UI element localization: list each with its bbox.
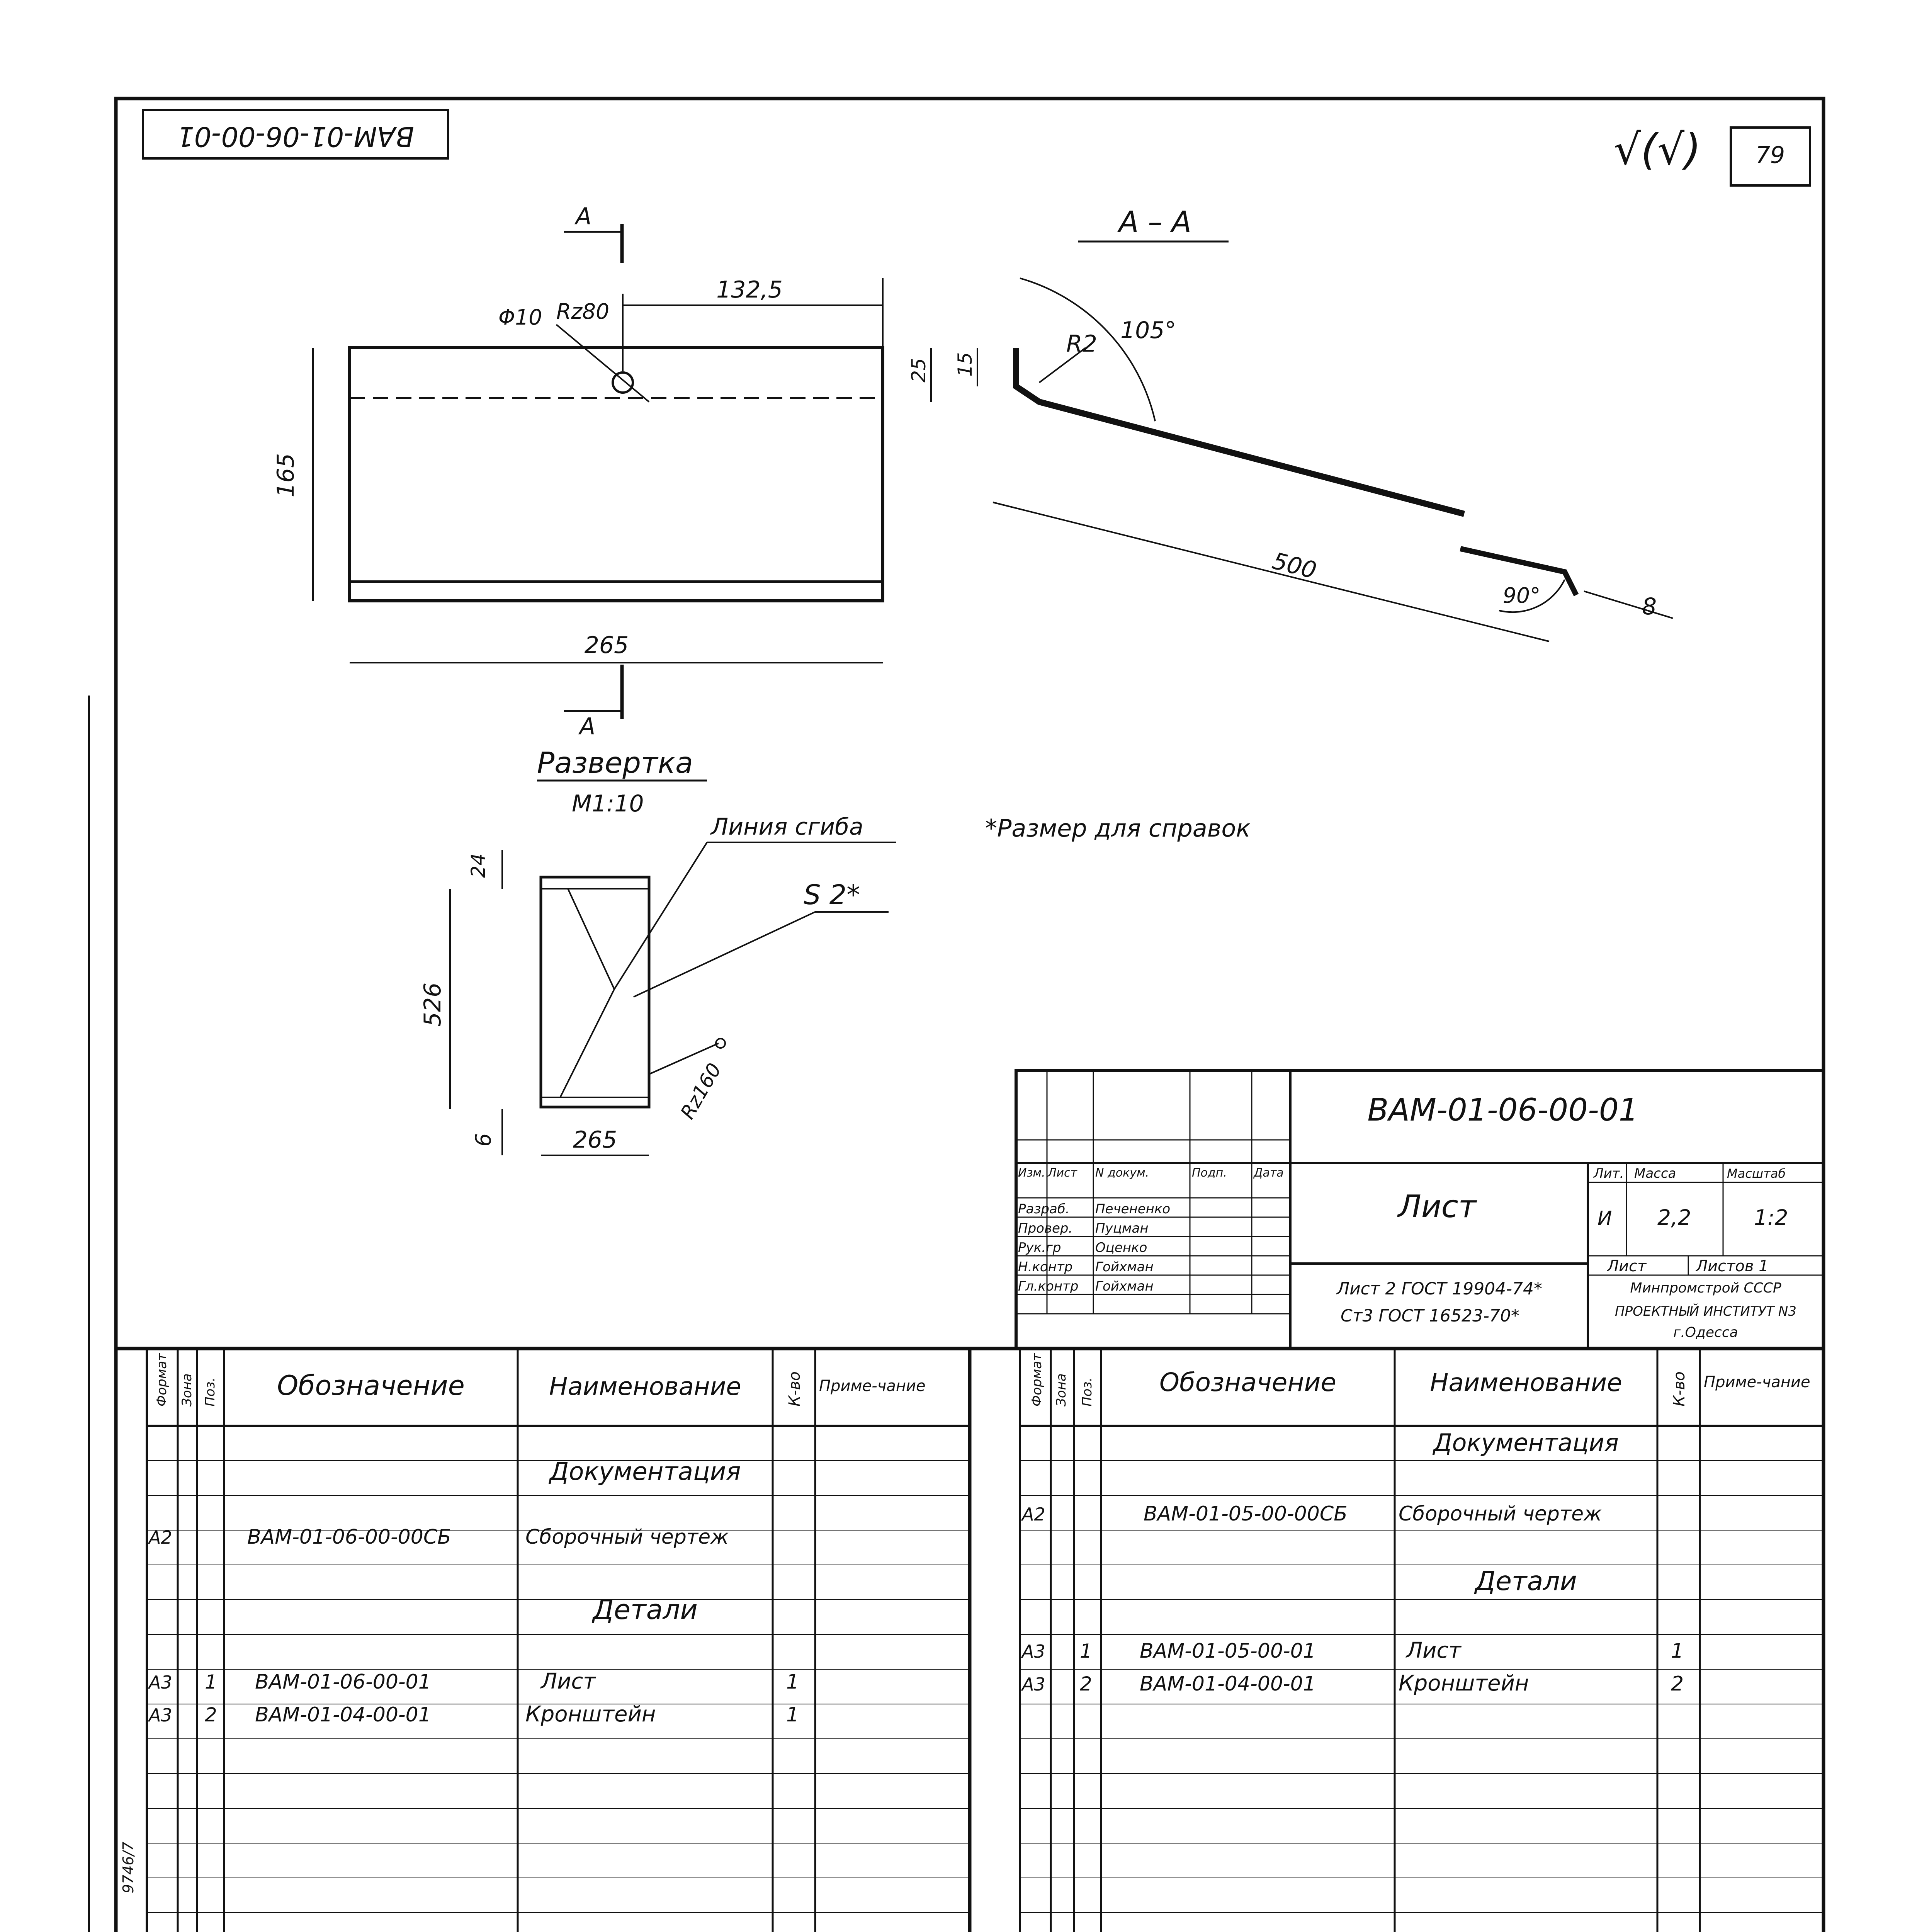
rs-h-note: Приме-чание [1704, 1373, 1810, 1391]
ls-row1-pos: 1 [205, 1671, 217, 1693]
rs-h-zone: Зона [1054, 1373, 1069, 1406]
tb-role-1: Разраб. [1018, 1201, 1070, 1217]
development-title: Развертка [537, 746, 693, 780]
ls-h-qty: К-во [786, 1371, 804, 1406]
rs-row2-pos: 2 [1080, 1673, 1092, 1695]
tb-header-list: Лист [1048, 1166, 1077, 1180]
rs-section-parts: Детали [1475, 1566, 1577, 1597]
rs-row2-qty: 2 [1671, 1672, 1684, 1696]
left-spec-table [120, 1349, 970, 1932]
dim-height: 165 [272, 453, 299, 498]
dim-8: 8 [1642, 593, 1657, 620]
tb-material-1: Лист 2 ГОСТ 19904-74* [1337, 1279, 1543, 1299]
plan-view [272, 203, 883, 740]
dim-6: 6 [471, 1133, 496, 1147]
ls-section-parts: Детали [593, 1594, 698, 1626]
ls-h-code: Обозначение [277, 1370, 465, 1401]
tb-header-doc: N докум. [1095, 1166, 1149, 1180]
tb-name: Лист [1398, 1189, 1477, 1225]
ls-section-doc: Документация [549, 1458, 741, 1486]
tb-header-izm: Изм. [1018, 1166, 1045, 1180]
ls-doc-code: ВАМ-01-06-00-00СБ [247, 1526, 451, 1549]
hole-leader [556, 325, 649, 402]
angle-90: 90° [1503, 583, 1541, 608]
page-number: 79 [1755, 141, 1785, 169]
ls-row1-qty: 1 [786, 1670, 799, 1694]
tb-header-date: Дата [1254, 1166, 1284, 1180]
tb-mass-label: Масса [1634, 1166, 1676, 1181]
rs-h-pos: Поз. [1079, 1377, 1095, 1406]
tb-role-5: Гл.контр [1018, 1279, 1079, 1294]
tb-header-sign: Подп. [1192, 1166, 1227, 1180]
ls-row2-code: ВАМ-01-04-00-01 [255, 1703, 431, 1726]
thickness-leader [634, 912, 815, 997]
dim-15: 15 [954, 352, 976, 377]
tb-sheet-label: Лист [1607, 1257, 1647, 1275]
rs-h-qty: К-во [1671, 1371, 1688, 1406]
section-view [908, 205, 1673, 641]
thickness-label: S 2* [804, 879, 860, 911]
ls-row2-qty: 1 [786, 1703, 799, 1726]
tb-person-4: Гойхман [1095, 1259, 1154, 1275]
dim-roughness: Rz80 [556, 299, 610, 324]
ls-row2-format: А3 [149, 1705, 172, 1726]
development-view [419, 746, 896, 1155]
tb-person-3: Оценко [1095, 1240, 1147, 1255]
dim-8-leader [1584, 591, 1673, 618]
rs-row2-code: ВАМ-01-04-00-01 [1140, 1672, 1316, 1696]
tb-org-2: ПРОЕКТНЫЙ ИНСТИТУТ N3 [1615, 1304, 1796, 1319]
dim-length: 265 [584, 632, 629, 659]
tb-org-1: Минпромстрой СССР [1630, 1280, 1781, 1296]
rs-row1-name: Лист [1406, 1638, 1461, 1663]
ls-h-format: Формат [154, 1353, 170, 1406]
ls-row2-name: Кронштейн [525, 1702, 656, 1727]
tb-person-1: Печененко [1095, 1201, 1171, 1217]
tb-scale: 1:2 [1754, 1205, 1788, 1230]
ls-h-zone: Зона [179, 1373, 195, 1406]
section-title: А – А [1119, 205, 1191, 239]
tb-code: ВАМ-01-06-00-01 [1367, 1092, 1638, 1128]
ls-side-code: 9746/7 [120, 1842, 137, 1893]
dim-24: 24 [467, 853, 489, 878]
tb-role-4: Н.контр [1018, 1259, 1073, 1275]
right-spec-row-lines [1020, 1461, 1824, 1932]
rs-row1-qty: 1 [1671, 1639, 1684, 1663]
rs-section-doc: Документация [1433, 1429, 1619, 1457]
dim-hole: Φ10 [498, 305, 542, 330]
rs-row1-format: А3 [1022, 1641, 1045, 1662]
reference-note: *Размер для справок [985, 814, 1251, 842]
ls-h-name: Наименование [549, 1372, 741, 1401]
rs-row1-code: ВАМ-01-05-00-01 [1140, 1639, 1316, 1663]
rs-row2-name: Кронштейн [1399, 1671, 1529, 1696]
ls-row1-format: А3 [149, 1672, 172, 1693]
rs-row1-pos: 1 [1080, 1640, 1092, 1662]
tb-lit: И [1598, 1207, 1612, 1230]
dim-offset: 132,5 [716, 276, 783, 303]
tb-sheets-label: Листов 1 [1696, 1257, 1769, 1275]
ls-doc-name: Сборочный чертеж [525, 1526, 729, 1549]
rs-doc-code: ВАМ-01-05-00-00СБ [1144, 1502, 1348, 1526]
corner-code: ВАМ-01-06-00-01 [177, 120, 414, 152]
ls-row1-name: Лист [541, 1669, 596, 1694]
tb-role-3: Рук.гр [1018, 1240, 1061, 1255]
ls-row1-code: ВАМ-01-06-00-01 [255, 1670, 431, 1694]
tb-material-2: Ст3 ГОСТ 16523-70* [1341, 1306, 1519, 1326]
rs-h-format: Формат [1029, 1353, 1045, 1406]
development-plate [541, 877, 649, 1107]
dev-roughness: Rz160 [676, 1059, 726, 1123]
dim-500: 500 [1270, 547, 1319, 585]
ls-h-pos: Поз. [202, 1377, 218, 1406]
plan-plate [350, 348, 883, 601]
bend-line-label: Линия сгиба [711, 813, 863, 840]
tb-mass: 2,2 [1657, 1205, 1691, 1230]
development-diagonal [560, 889, 614, 1097]
development-scale: М1:10 [572, 790, 644, 817]
rs-row2-format: А3 [1022, 1674, 1045, 1695]
ls-doc-format: А2 [149, 1527, 172, 1548]
dim-265-dev: 265 [573, 1126, 617, 1153]
angle-105: 105° [1120, 317, 1176, 344]
rs-doc-name: Сборочный чертеж [1399, 1502, 1602, 1526]
radius-leader [1039, 348, 1086, 383]
radius-r2: R2 [1066, 330, 1097, 357]
tb-lit-label: Лит. [1594, 1166, 1624, 1181]
tb-role-2: Провер. [1018, 1221, 1073, 1236]
tb-org-3: г.Одесса [1673, 1325, 1738, 1340]
rs-h-name: Наименование [1430, 1369, 1622, 1397]
ls-row2-pos: 2 [205, 1704, 217, 1726]
tb-scale-label: Масштаб [1727, 1166, 1786, 1181]
bend-line-leader [614, 842, 707, 989]
right-spec-table [989, 1349, 1834, 1932]
rs-h-code: Обозначение [1159, 1367, 1336, 1397]
section-mark-bottom: А [580, 713, 596, 740]
rs-doc-format: А2 [1022, 1504, 1045, 1525]
dim-25: 25 [908, 358, 930, 383]
tb-person-5: Гойхман [1095, 1279, 1154, 1294]
ls-h-note: Приме-чание [819, 1377, 926, 1395]
check-mark: √(√) [1613, 125, 1701, 174]
plan-hole [613, 372, 633, 393]
section-profile [1016, 348, 1464, 514]
dim-526: 526 [419, 982, 446, 1027]
tb-person-2: Пуцман [1095, 1221, 1149, 1236]
top-title-block [1016, 1070, 1824, 1349]
section-mark-top: А [576, 203, 592, 230]
